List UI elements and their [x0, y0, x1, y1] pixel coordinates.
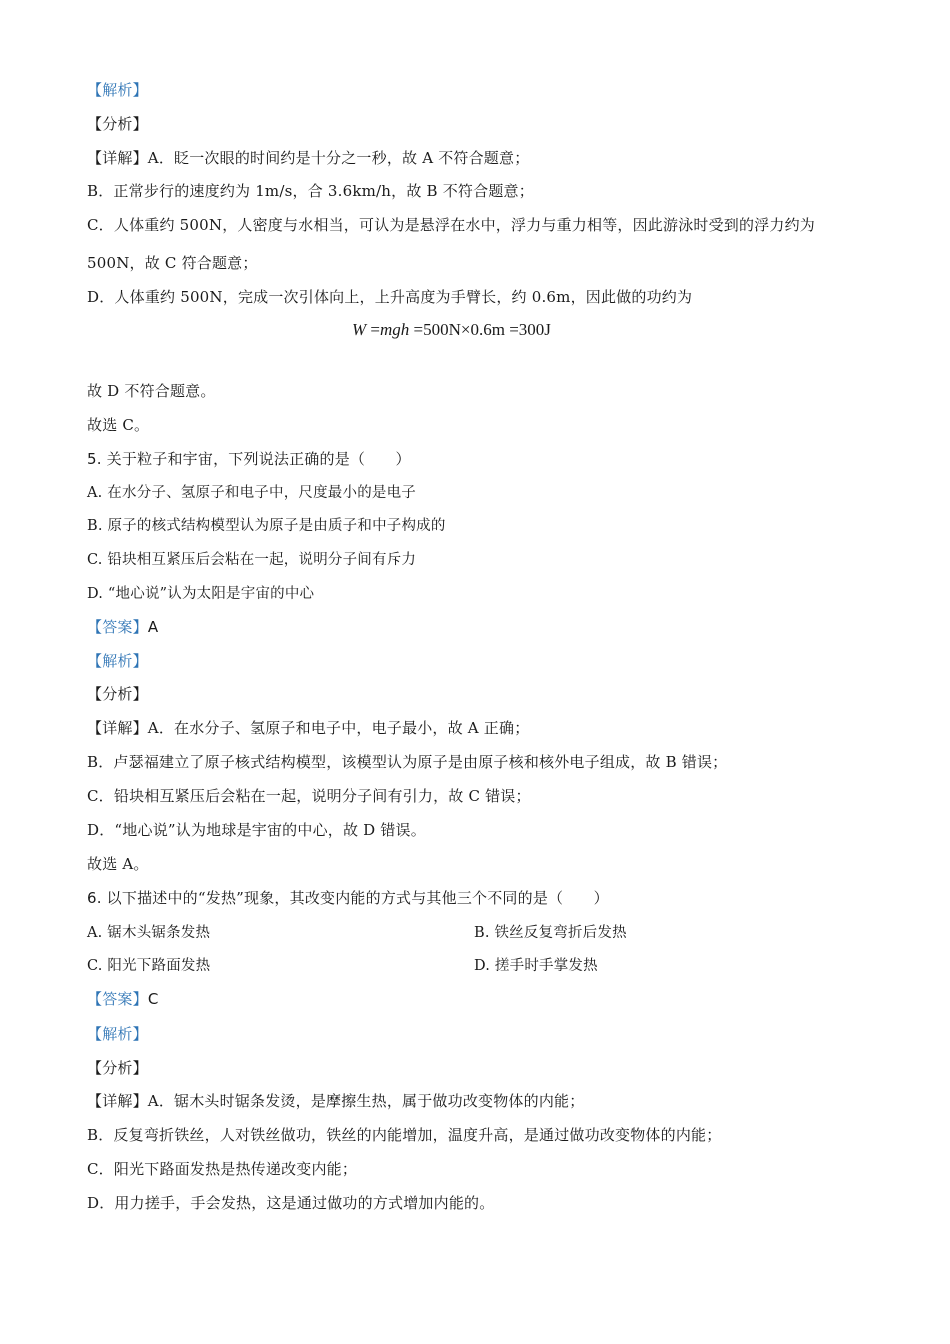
detail-option-a: 【详解】A．在水分子、氢原子和电子中，电子最小，故 A 正确；: [87, 719, 530, 737]
question-6-option-b: B. 铁丝反复弯折后发热: [474, 925, 627, 941]
formula-mgh: mgh: [380, 320, 410, 339]
analysis-subheading: 【分析】: [87, 685, 148, 703]
detail-option-a: 【详解】A．眨一次眼的时间约是十分之一秒，故 A 不符合题意；: [87, 149, 530, 167]
question-number: 6.: [87, 889, 102, 907]
formula-w: W: [352, 320, 367, 339]
question-text: 关于粒子和宇宙，下列说法正确的是（ ）: [101, 450, 411, 468]
question-5-option-b: B. 原子的核式结构模型认为原子是由质子和中子构成的: [87, 518, 446, 534]
detail-option-c: C．阳光下路面发热是热传递改变内能；: [87, 1160, 358, 1178]
detail-option-b: B．卢瑟福建立了原子核式结构模型，该模型认为原子是由原子核和核外电子组成，故 B 错误；: [87, 753, 728, 771]
analysis-heading: 【解析】: [87, 1025, 148, 1043]
detail-option-d: D．用力搓手，手会发热，这是通过做功的方式增加内能的。: [87, 1194, 495, 1212]
detail-option-a: 【详解】A．锯木头时锯条发烫，是摩擦生热，属于做功改变物体的内能；: [87, 1092, 585, 1110]
analysis-subheading: 【分析】: [87, 115, 148, 133]
question-5-stem: [87, 449, 411, 469]
detail-option-c-line2: 500N，故 C 符合题意；: [87, 254, 258, 272]
choice-text: 故选 A。: [87, 855, 149, 873]
question-5-option-a: A. 在水分子、氢原子和电子中，尺度最小的是电子: [87, 485, 416, 501]
conclusion-text: 故 D 不符合题意。: [87, 382, 216, 400]
detail-option-b: B．正常步行的速度约为 1m/s，合 3.6km/h，故 B 不符合题意；: [87, 182, 534, 200]
detail-option-c-line1: C．人体重约 500N，人密度与水相当，可认为是悬浮在水中，浮力与重力相等，因此游泳时受到的浮力约为: [87, 216, 816, 234]
formula-eq: =: [366, 320, 381, 339]
analysis-heading: 【解析】: [87, 81, 148, 99]
question-6-option-d: D. 搓手时手掌发热: [474, 958, 598, 974]
question-text: 以下描述中的“发热”现象，其改变内能的方式与其他三个不同的是（ ）: [101, 889, 609, 907]
formula-result: =500N×0.6m =300J: [409, 320, 551, 339]
answer-label: 【答案】: [87, 618, 148, 636]
analysis-subheading: 【分析】: [87, 1059, 148, 1077]
question-6-option-c: C. 阳光下路面发热: [87, 958, 211, 974]
answer-value: C: [147, 990, 159, 1008]
choice-text: 故选 C。: [87, 416, 150, 434]
question-6-stem: [87, 888, 609, 908]
answer-label: 【答案】: [87, 990, 148, 1008]
detail-option-d: D．人体重约 500N，完成一次引体向上，上升高度为手臂长，约 0.6m，因此做的功约为: [87, 288, 693, 306]
detail-option-b: B．反复弯折铁丝，人对铁丝做功，铁丝的内能增加，温度升高，是通过做功改变物体的内能；: [87, 1126, 722, 1144]
analysis-heading: 【解析】: [87, 652, 148, 670]
question-5-option-d: D. “地心说”认为太阳是宇宙的中心: [87, 586, 315, 602]
detail-option-c: C．铅块相互紧压后会粘在一起，说明分子间有引力，故 C 错误；: [87, 787, 531, 805]
answer-line: [87, 617, 158, 637]
answer-line: [87, 989, 159, 1009]
question-5-option-c: C. 铅块相互紧压后会粘在一起，说明分子间有斥力: [87, 552, 417, 568]
answer-value: A: [147, 618, 159, 636]
question-6-option-a: A. 锯木头锯条发热: [87, 925, 211, 941]
detail-option-d: D．“地心说”认为地球是宇宙的中心，故 D 错误。: [87, 821, 426, 839]
question-number: 5.: [87, 450, 102, 468]
work-formula: [352, 319, 551, 341]
